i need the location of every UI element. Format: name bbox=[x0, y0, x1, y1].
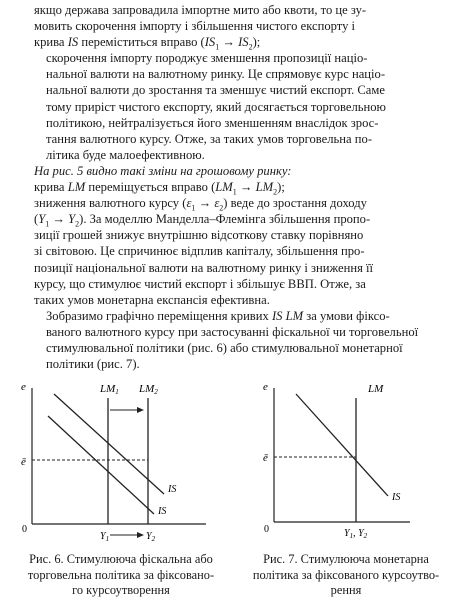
origin-label: 0 bbox=[264, 524, 269, 535]
text-line: курсу, що стимулює чистий експорт і збільшує ВВП. Отже, за bbox=[34, 276, 366, 291]
lm1-label: LM1 bbox=[100, 383, 119, 396]
is-symbol: IS bbox=[271, 308, 283, 323]
paragraph-lm-shift bbox=[34, 179, 452, 195]
paragraph-figures-intro bbox=[34, 308, 452, 372]
caption-line: Рис. 7. Стимулююча монетарна bbox=[263, 552, 429, 566]
arrow-symbol: → bbox=[49, 212, 69, 227]
lm-symbol: LM bbox=[255, 180, 274, 195]
text-line: літика буде малоефективною. bbox=[46, 147, 205, 162]
figure-7-diagram bbox=[260, 372, 435, 544]
caption-line: політика за фіксованого курсоутво- bbox=[252, 567, 440, 582]
subscript: 2 bbox=[273, 187, 278, 197]
is-curve bbox=[296, 394, 388, 496]
epsilon-symbol: ε bbox=[214, 196, 220, 211]
caption-line: Рис. 6. Стимулююча фіскальна або bbox=[29, 552, 213, 566]
text-fragment: ); bbox=[277, 180, 285, 195]
text-line: нальної валюти до зростання та зменшує чистий експорт. Саме bbox=[46, 83, 385, 98]
text-line: політики (рис. 7). bbox=[46, 357, 140, 372]
e-bar-label: ē bbox=[263, 452, 268, 464]
figure-6-caption bbox=[14, 552, 228, 599]
lm-symbol: LM bbox=[285, 308, 304, 323]
text-line: якщо держава запровадила імпортне мито або квоти, то це зу- bbox=[34, 3, 367, 17]
subscript: 2 bbox=[219, 203, 224, 213]
subscript: 1 bbox=[215, 42, 220, 52]
text-fragment: переміститься вправо ( bbox=[78, 35, 205, 50]
text-line: тому приріст чистого експорту, який досягається торговельною bbox=[46, 99, 386, 114]
is-lower-curve bbox=[48, 416, 154, 514]
text-line: ваного валютного курсу при застосуванні фіскальної чи торговельної bbox=[46, 324, 419, 339]
lm-label: LM bbox=[368, 383, 384, 395]
text-line: скорочення імпорту породжує зменшення пропозиції націо- bbox=[46, 51, 368, 66]
paragraph-import-reduction bbox=[34, 50, 452, 163]
figure-7-caption bbox=[246, 552, 446, 599]
arrowhead-icon bbox=[137, 407, 144, 413]
y1-label: $Y_1$ bbox=[100, 531, 110, 543]
body-text bbox=[34, 2, 452, 372]
figure-6-diagram bbox=[18, 372, 218, 544]
text-line: тання валютного курсу. Отже, за таких умов торговельна по- bbox=[46, 131, 373, 146]
text-line: зі світовою. Це спричинює відплив капіталу, збільшення про- bbox=[34, 244, 365, 259]
text-line: мовить скорочення імпорту і збільшення чистого експорту і bbox=[34, 19, 356, 34]
subscript: 2 bbox=[248, 42, 253, 52]
arrowhead-icon bbox=[137, 532, 144, 538]
text-fragment: ); bbox=[252, 35, 261, 50]
y-symbol: Y bbox=[68, 212, 76, 227]
is-lower-label: IS bbox=[158, 506, 167, 517]
caption-line: рення bbox=[330, 583, 362, 597]
arrow-symbol: → bbox=[195, 196, 215, 211]
arrow-symbol: → bbox=[236, 180, 256, 195]
epsilon-symbol: ε bbox=[186, 196, 192, 211]
caption-line: торговельна політика за фіксовано- bbox=[27, 567, 215, 582]
is-label: IS bbox=[392, 492, 401, 503]
text-line: таких умов монетарна експансія ефективна. bbox=[34, 292, 270, 307]
lm-symbol: LM bbox=[215, 180, 233, 195]
arrow-symbol: → bbox=[219, 35, 239, 50]
section-heading: На рис. 5 видно такі зміни на грошовому ринку: bbox=[34, 163, 292, 178]
lm2-label: LM2 bbox=[139, 383, 158, 396]
text-fragment: зниження валютного курсу ( bbox=[34, 196, 187, 211]
y2-label: $Y_2$ bbox=[146, 531, 156, 543]
e-bar-label: ē bbox=[21, 456, 26, 468]
caption-line: го курсоутворення bbox=[72, 583, 170, 597]
y-axis-label: e bbox=[263, 381, 268, 393]
text-line: позиції національної валюти на валютному ринку і зниження її bbox=[34, 260, 374, 275]
subscript: 1 bbox=[191, 203, 196, 213]
is-symbol: IS bbox=[238, 35, 249, 50]
subscript: 1 bbox=[232, 187, 237, 197]
y-axis-label: e bbox=[21, 381, 26, 393]
y-output-label: $Y_1$, $Y_2$ bbox=[344, 528, 368, 540]
origin-label: 0 bbox=[22, 524, 27, 535]
is-symbol: IS bbox=[204, 35, 216, 50]
paragraph-trade-policy bbox=[34, 2, 452, 50]
subscript: 2 bbox=[75, 219, 80, 229]
text-line: крива bbox=[34, 35, 68, 50]
is-upper-label: IS bbox=[168, 484, 177, 495]
text-fragment: крива bbox=[34, 180, 68, 195]
text-fragment: Зобразимо графічно переміщення кривих bbox=[46, 308, 272, 323]
lm-symbol: LM bbox=[67, 180, 86, 195]
text-line: нальної валюти на валютному ринку. Це спрямовує курс націо- bbox=[46, 67, 386, 82]
text-line: стимулювальної політики (рис. 6) або стимулювальної монетарної bbox=[46, 340, 403, 355]
text-line: політикою, нейтралізується його зменшенням внаслідок зрос- bbox=[46, 115, 379, 130]
is-symbol: IS bbox=[67, 35, 79, 50]
text-fragment: за умови фіксо- bbox=[303, 308, 390, 323]
text-line: зиції грошей знижує внутрішню відсоткову ставку порівняно bbox=[34, 228, 364, 243]
subscript: 1 bbox=[45, 219, 50, 229]
y-symbol: Y bbox=[38, 212, 46, 227]
paragraph-exchange-rate: зниження валютного курсу $(\varepsilon_1 \to \varepsilon_2)$ веде до зростання доходу $(Y_1 \to Y_2)$. За моделлю Манделла–Флемінга збільшення пропо- зиції грошей знижує внутрішню відсоткову ставку порівняно зі світовою. Це спричинює відплив капіталу, збільшення про- позиції національної валюти на валютному ринку і зниження її курсу, що стимулює чистий експорт і збільшує ВВП. Отже, за таких умов монетарна експансія ефективна. bbox=[34, 196, 374, 307]
text-fragment: ). За моделлю Манделла–Флемінга збільшення пропо- bbox=[79, 212, 371, 227]
text-fragment: ) веде до зростання доходу bbox=[223, 196, 367, 211]
text-fragment: переміщується вправо ( bbox=[85, 180, 216, 195]
